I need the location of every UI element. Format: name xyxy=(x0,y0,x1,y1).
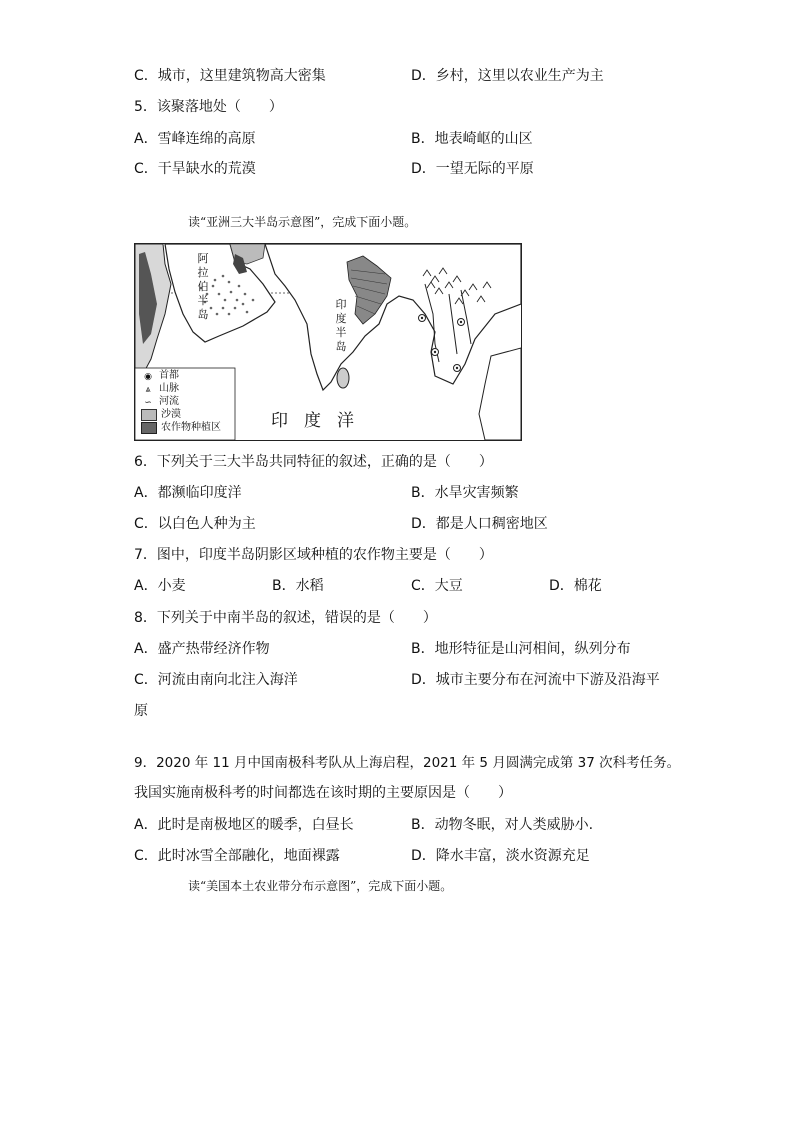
q8-option-b: B．地形特征是山河相间，纵列分布 xyxy=(411,641,631,657)
legend-desert: 沙漠 xyxy=(141,409,181,421)
legend-capital: ◉ 首都 xyxy=(141,370,179,382)
q7-option-d: D．棉花 xyxy=(549,578,602,594)
q8-option-a: A．盛产热带经济作物 xyxy=(134,641,270,657)
india-label: 印度半岛 xyxy=(335,298,347,353)
q5-option-c: C．干旱缺水的荒漠 xyxy=(134,161,256,177)
q5-option-a: A．雪峰连绵的高原 xyxy=(134,131,256,147)
q5-option-d: D．一望无际的平原 xyxy=(411,161,534,177)
crop-icon xyxy=(141,422,157,434)
q9-option-c: C．此时冰雪全部融化，地面裸露 xyxy=(134,848,340,864)
q8-option-d-continued: 原 xyxy=(134,703,148,719)
q8-option-d: D．城市主要分布在河流中下游及沿海平 xyxy=(411,672,660,688)
q9-option-b: B．动物冬眠，对人类威胁小. xyxy=(411,817,594,833)
q9-stem-line1: 9．2020 年 11 月中国南极科考队从上海启程，2021 年 5 月圆满完成第 37 次科考任务。 xyxy=(134,755,681,771)
q7-option-c: C．大豆 xyxy=(411,578,463,594)
q8-stem: 8．下列关于中南半岛的叙述，错误的是（ ） xyxy=(134,610,437,626)
asian-mainland xyxy=(265,244,521,390)
borneo-coast xyxy=(479,348,521,440)
q5-stem: 5．该聚落地处（ ） xyxy=(134,99,283,115)
capital-icon: ◉ xyxy=(144,372,152,382)
arabia-label: 阿拉伯半岛 xyxy=(197,252,209,321)
river-icon: ∽ xyxy=(144,398,152,408)
q7-stem: 7．图中，印度半岛阴影区域种植的农作物主要是（ ） xyxy=(134,547,493,563)
q6-option-b: B．水旱灾害频繁 xyxy=(411,485,519,501)
next-map-caption: 读“美国本土农业带分布示意图”，完成下面小题。 xyxy=(188,879,453,893)
legend-mountain: ⩓ 山脉 xyxy=(141,383,179,395)
q9-stem-line2: 我国实施南极科考的时间都选在该时期的主要原因是（ ） xyxy=(134,785,512,801)
desert-icon xyxy=(141,409,157,421)
q4-option-d: D．乡村，这里以农业生产为主 xyxy=(411,68,604,84)
q6-option-c: C．以白色人种为主 xyxy=(134,516,256,532)
ocean-label: 印度洋 xyxy=(271,411,370,431)
mountain-icon: ⩓ xyxy=(145,385,151,395)
q6-stem: 6．下列关于三大半岛共同特征的叙述，正确的是（ ） xyxy=(134,454,493,470)
map-caption: 读“亚洲三大半岛示意图”，完成下面小题。 xyxy=(188,215,417,229)
q6-option-d: D．都是人口稠密地区 xyxy=(411,516,548,532)
q7-option-a: A．小麦 xyxy=(134,578,186,594)
asia-peninsulas-map xyxy=(134,243,522,441)
sri-lanka xyxy=(337,368,349,388)
q9-option-a: A．此时是南极地区的暖季，白昼长 xyxy=(134,817,354,833)
q9-option-d: D．降水丰富，淡水资源充足 xyxy=(411,848,590,864)
legend-river: ∽ 河流 xyxy=(141,396,179,408)
q5-option-b: B．地表崎岖的山区 xyxy=(411,131,533,147)
q6-option-a: A．都濒临印度洋 xyxy=(134,485,242,501)
q7-option-b: B．水稻 xyxy=(272,578,324,594)
q4-option-c: C．城市，这里建筑物高大密集 xyxy=(134,68,326,84)
legend-crop: 农作物种植区 xyxy=(141,422,221,434)
q8-option-c: C．河流由南向北注入海洋 xyxy=(134,672,298,688)
